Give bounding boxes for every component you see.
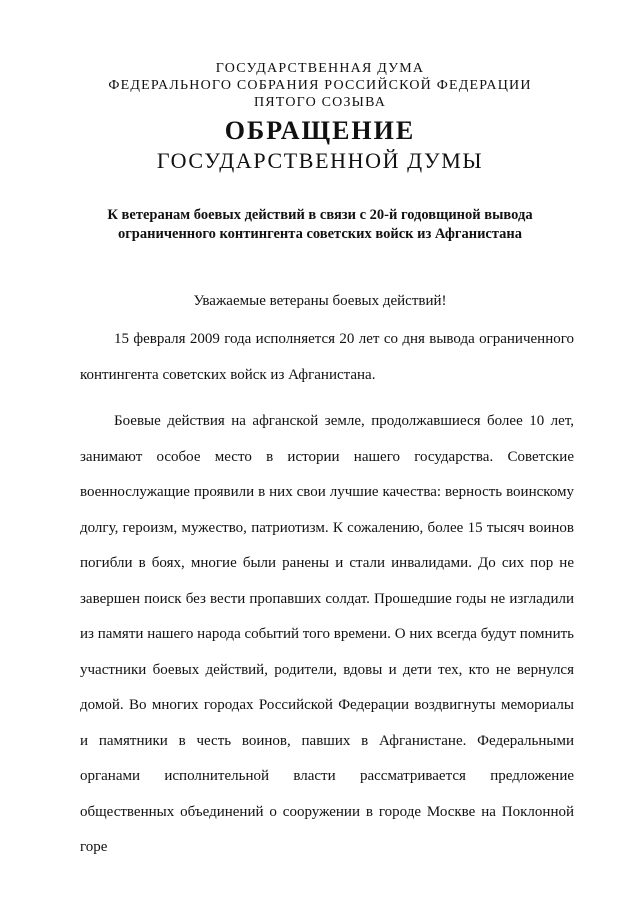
document-header [0,60,640,111]
paragraph-2: Боевые действия на афганской земле, продолжавшиеся более 10 лет, занимают особое место в истории нашего государства. Советские военнослужащие проявили в них свои лучшие качества: верность воинскому долгу, героизм, мужество, патриотизм. К сожалению, более 15 тысяч воинов погибли в боях, многие были ранены и стали инвалидами. До сих пор не завершен поиск без вести пропавших солдат. Прошедшие годы не изгладили из памяти нашего народа событий того времени. О них всегда будут помнить участники боевых действий, родители, вдовы и дети тех, кто не вернулся домой. Во многих городах Российской Федерации воздвигнуты мемориалы и памятники в честь воинов, павших в Афганистане. Федеральными органами исполнительной власти рассматривается предложение общественных объединений о сооружении в городе Москве на Поклонной горе [80,413,574,855]
header-line-convocation: ПЯТОГО СОЗЫВА [253,95,387,110]
header-line-duma: ГОСУДАРСТВЕННАЯ ДУМА [215,61,425,76]
header-line-assembly: ФЕДЕРАЛЬНОГО СОБРАНИЯ РОССИЙСКОЙ ФЕДЕРАЦИИ [108,78,532,93]
paragraph-1: 15 февраля 2009 года исполняется 20 лет со дня вывода ограниченного контингента советских войск из Афганистана. [80,331,574,383]
salutation: Уважаемые ветераны боевых действий! [193,293,447,309]
subject-line-1: К ветеранам боевых действий в связи с 20-й годовщиной вывода [107,207,533,223]
document-subject [0,206,640,244]
document-body [80,322,574,866]
subject-line-2: ограниченного контингента советских войск из Афганистана [117,226,523,242]
document-title: ОБРАЩЕНИЕ [224,116,416,145]
document-subtitle: ГОСУДАРСТВЕННОЙ ДУМЫ [156,148,484,173]
